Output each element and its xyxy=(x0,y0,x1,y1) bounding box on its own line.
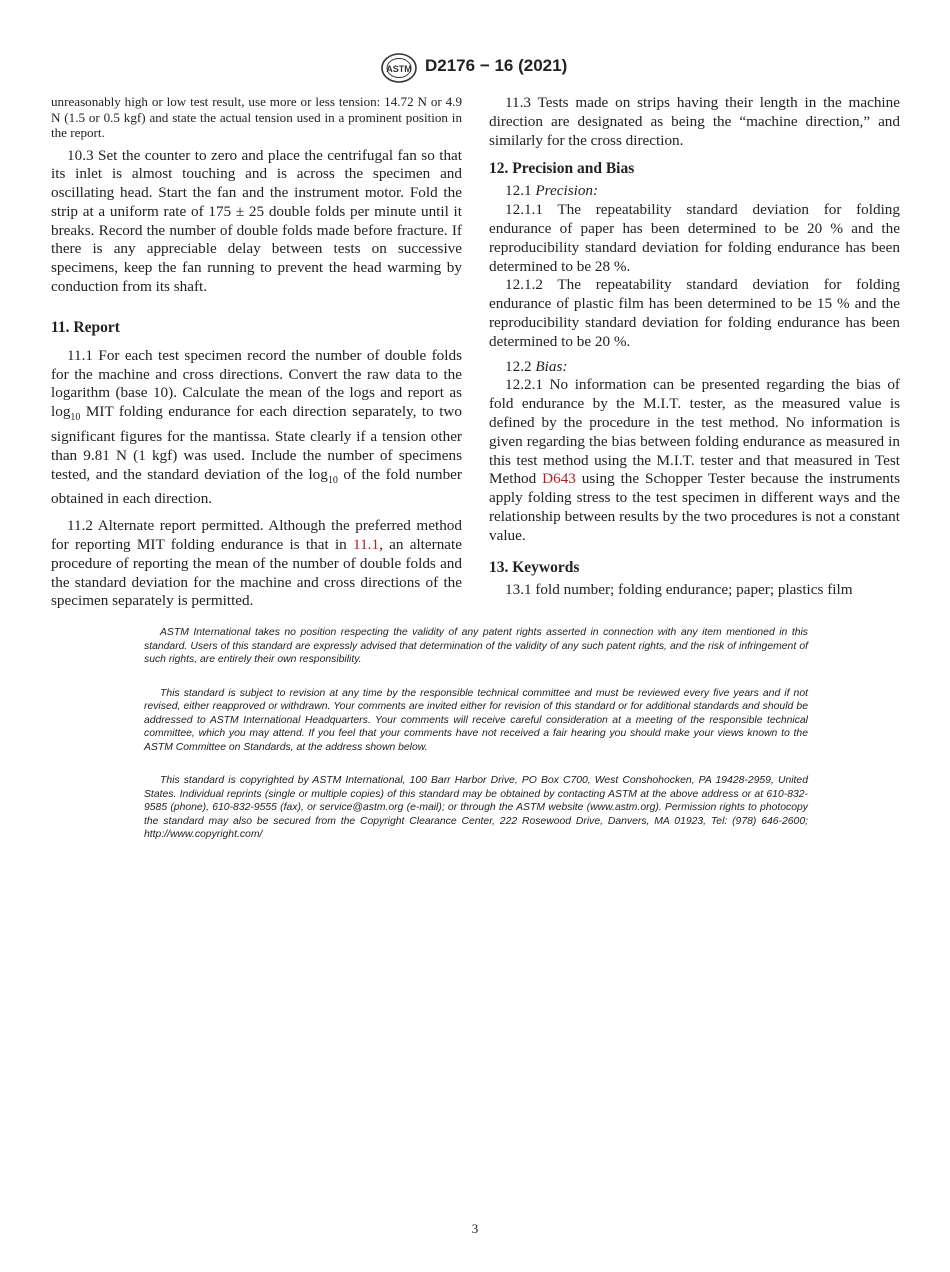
paragraph-12-1-2: 12.1.2 The repeatability standard deviation for folding endurance of plastic film has been determined to be 15 % and the reproducibility standard deviation for folding endurance has been determined to be 20 %. xyxy=(489,276,900,350)
document-id: D2176 − 16 (2021) xyxy=(425,56,568,75)
paragraph-13-1: 13.1 fold number; folding endurance; paper; plastics film xyxy=(505,580,853,598)
revision-notice: This standard is subject to revision at any time by the responsible technical committee and must be reviewed every five years and if not revised, either reapproved or withdrawn. Your comments are invited either for revision of this standard or for additional standards and should be addressed to ASTM International Headquarters. Your comments will receive careful consideration at a meeting of the responsible technical committee, which you may attend. If you feel that your comments have not received a fair hearing you should make your views known to the ASTM Committee on Standards, at the address shown below. xyxy=(144,687,808,753)
paragraph-12-2-1: 12.2.1 No information can be presented regarding the bias of fold endurance by the M.I.T. tester, as the measured value is defined by the procedure in the test method. No information is given regarding the bias between folding endurance as measured in this test method using the M.I.T. tester and that measured in Test Method D643 using the Schopper Tester because the instruments apply folding stress to the test specimen in different ways and the relationship between results by the two procedures is not a constant value. xyxy=(489,376,900,544)
section-heading-keywords: 13. Keywords xyxy=(489,558,580,576)
svg-text:ASTM: ASTM xyxy=(386,64,412,74)
copyright-notice: This standard is copyrighted by ASTM International, 100 Barr Harbor Drive, PO Box C700, West Conshohocken, PA 19428-2959, United States. Individual reprints (single or multiple copies) of this standard may be obtained by contacting ASTM at the above address or at 610-832-9585 (phone), 610-832-9555 (fax), or service@astm.org (e-mail); or through the ASTM website (www.astm.org). Permission rights to photocopy the standard may also be secured from the Copyright Clearance Center, 222 Rosewood Drive, Danvers, MA 01923, Tel: (978) 646-2600; http://www.copyright.com/ xyxy=(144,775,808,840)
continued-paragraph: unreasonably high or low test result, use more or less tension: 14.72 N or 4.9 N (1.5 or 0.5 kgf) and state the actual tension used in a prominent position in the report. xyxy=(51,94,462,140)
legal-notices xyxy=(144,626,808,862)
left-column xyxy=(51,94,462,611)
paragraph-11-1: 11.1 For each test specimen record the number of double folds for the machine and cross directions. Convert the raw data to the logarithm (base 10). Calculate the mean of the logs and report as $\log_{10}$ MIT folding endurance for each direction separately, to two significant figures for the mantissa. State clearly if a tension other than 9.81 N (1 kgf) was used. Include the number of specimens tested, and the standard deviation of the $\log_{10}$ of the fold number obtained in each direction. xyxy=(51,346,462,508)
paragraph-11-2: 11.2 Alternate report permitted. Although the preferred method for reporting MIT folding endurance is that in 11.1, an alternate procedure of reporting the mean of the number of double folds and the standard deviation for the machine and cross directions of the specimen separately is permitted. xyxy=(51,517,462,610)
paragraph-10-3: 10.3 Set the counter to zero and place the centrifugal fan so that its inlet is almost touching and is across the specimen and oscillating head. Start the fan and the instrument motor. Fold the strip at a uniform rate of 175 ± 25 double folds per minute until it breaks. Record the number of double folds made before fracture. If there is any appreciable delay between tests on successive specimens, keep the fan running to prevent the head warming by conduction from its shaft. xyxy=(51,146,462,296)
paragraph-12-1: 12.1 Precision: xyxy=(505,182,599,200)
page-number: 3 xyxy=(471,1221,479,1236)
paragraph-12-2: 12.2 Bias: xyxy=(505,357,568,375)
section-heading-report: 11. Report xyxy=(51,318,120,336)
section-heading-precision-bias: 12. Precision and Bias xyxy=(489,160,635,178)
reference-link-d643[interactable]: D643 xyxy=(542,470,576,488)
patent-notice: ASTM International takes no position respecting the validity of any patent rights asserted in connection with any item mentioned in this standard. Users of this standard are expressly advised that determination of the validity of any such patent rights, and the risk of infringement of such rights, are entirely their own responsibility. xyxy=(144,627,808,665)
astm-logo-icon xyxy=(380,52,418,84)
page-header xyxy=(0,52,950,86)
right-column xyxy=(489,94,900,599)
paragraph-11-3: 11.3 Tests made on strips having their length in the machine direction are designated as being the “machine direction,” and similarly for the cross direction. xyxy=(489,94,900,149)
section-link-11-1[interactable]: 11.1 xyxy=(353,536,380,554)
paragraph-12-1-1: 12.1.1 The repeatability standard deviation for folding endurance of paper has been determined to be 20 % and the reproducibility standard deviation for folding endurance has been determined to be 28 %. xyxy=(489,201,900,275)
